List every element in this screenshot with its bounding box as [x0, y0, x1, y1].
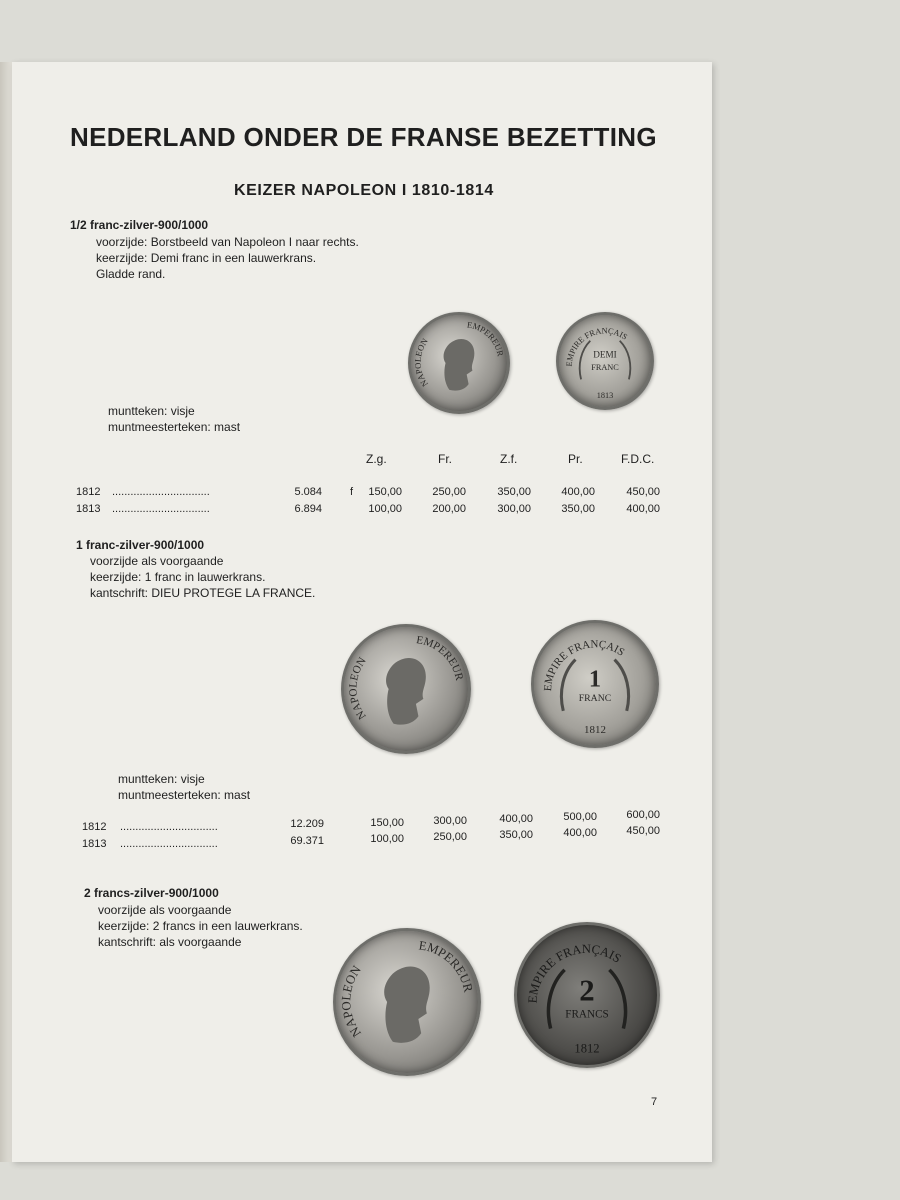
- row-price-zg: 100,00: [368, 503, 402, 515]
- coin-legend-top: EMPIRE FRANÇAIS: [564, 326, 629, 367]
- coin-value: DEMI: [593, 349, 617, 360]
- row-price-fdc: 450,00: [626, 825, 660, 837]
- row-price-pr: 500,00: [563, 811, 597, 823]
- row-price-fr: 250,00: [433, 831, 467, 843]
- description-line: Gladde rand.: [96, 267, 166, 281]
- section-title-one-franc: 1 franc-zilver-900/1000: [76, 538, 205, 552]
- napoleon-portrait-icon: [336, 931, 478, 1073]
- coin-legend-top: EMPIRE FRANÇAIS: [541, 638, 627, 692]
- mintmaster-mark: muntmeesterteken: mast: [108, 420, 241, 434]
- row-price-pr: 400,00: [561, 486, 595, 498]
- coin-legend-top: EMPIRE FRANÇAIS: [525, 941, 624, 1004]
- section-marks-one-franc: [118, 771, 250, 803]
- row-year: 1812: [82, 821, 107, 833]
- description-line: voorzijde als voorgaande: [90, 554, 224, 568]
- row-price-pr: 400,00: [563, 827, 597, 839]
- row-year: 1813: [82, 838, 107, 850]
- column-header-fr: Fr.: [438, 452, 452, 466]
- mint-mark: muntteken: visje: [118, 772, 205, 786]
- coin-year: 1812: [574, 1041, 600, 1056]
- napoleon-portrait-icon: [411, 315, 507, 411]
- row-mintage: 12.209: [290, 818, 324, 830]
- svg-text:NAPOLEON: [339, 963, 364, 1040]
- coin-year: 1812: [584, 723, 606, 736]
- coin-legend-right: EMPEREUR: [415, 634, 466, 682]
- row-mintage: 5.084: [294, 486, 322, 498]
- description-line: voorzijde als voorgaande: [98, 903, 232, 917]
- svg-text:EMPIRE FRANÇAIS: [565, 326, 629, 366]
- coin-unit: FRANC: [591, 363, 619, 373]
- row-price-fdc: 600,00: [626, 809, 660, 821]
- napoleon-portrait-icon: [344, 627, 468, 751]
- coin-legend-right: EMPEREUR: [417, 938, 476, 994]
- row-price-fdc: 400,00: [626, 503, 660, 515]
- coin-legend-left: NAPOLEON: [339, 963, 364, 1040]
- row-price-zf: 350,00: [497, 486, 531, 498]
- description-line: voorzijde: Borstbeeld van Napoleon I naar rechts.: [96, 235, 359, 249]
- row-year: 1812: [76, 486, 101, 498]
- coin-two-francs-obverse: [333, 928, 481, 1076]
- coin-year: 1813: [596, 390, 614, 400]
- column-header-pr: Pr.: [568, 452, 583, 466]
- description-line: keerzijde: 2 francs in een lauwerkrans.: [98, 919, 303, 933]
- page-heading: NEDERLAND ONDER DE FRANSE BEZETTING: [70, 122, 657, 152]
- coin-value: 2: [579, 973, 595, 1008]
- description-line: kantschrift: als voorgaande: [98, 935, 242, 949]
- row-dots: ................................: [112, 503, 210, 515]
- svg-text:NAPOLEON: [413, 336, 431, 389]
- coin-one-franc-reverse: [531, 620, 659, 748]
- coin-unit: FRANCS: [565, 1008, 609, 1021]
- section-marks-half-franc: [108, 403, 240, 435]
- row-currency: f: [350, 486, 354, 498]
- coin-one-franc-obverse: [341, 624, 471, 754]
- row-dots: ................................: [120, 821, 218, 833]
- row-year: 1813: [76, 503, 101, 515]
- row-price-fdc: 450,00: [626, 486, 660, 498]
- coin-legend-left: NAPOLEON: [347, 655, 369, 722]
- row-price-zf: 300,00: [497, 503, 531, 515]
- section-description-two-francs: [98, 902, 303, 950]
- row-dots: ................................: [120, 838, 218, 850]
- coin-legend-right: EMPEREUR: [466, 319, 506, 358]
- svg-text:EMPIRE FRANÇAIS: [542, 638, 627, 691]
- mint-mark: muntteken: visje: [108, 404, 195, 418]
- coin-half-franc-obverse: [408, 312, 510, 414]
- description-line: keerzijde: 1 franc in lauwerkrans.: [90, 570, 266, 584]
- section-title-half-franc: 1/2 franc-zilver-900/1000: [70, 218, 209, 232]
- column-header-zf: Z.f.: [500, 452, 518, 466]
- coin-value: 1: [588, 665, 602, 693]
- section-description-one-franc: [90, 553, 315, 601]
- row-price-pr: 350,00: [561, 503, 595, 515]
- row-price-fr: 250,00: [432, 486, 466, 498]
- row-price-fr: 200,00: [432, 503, 466, 515]
- row-price-zf: 350,00: [499, 829, 533, 841]
- laurel-wreath-icon: [534, 623, 656, 745]
- coin-legend-left: NAPOLEON: [412, 336, 430, 389]
- row-price-zg: 100,00: [370, 833, 404, 845]
- row-dots: ................................: [112, 486, 210, 498]
- row-mintage: 69.371: [290, 835, 324, 847]
- description-line: kantschrift: DIEU PROTEGE LA FRANCE.: [90, 586, 316, 600]
- laurel-wreath-icon: [559, 315, 651, 407]
- page-subheading: KEIZER NAPOLEON I 1810-1814: [234, 182, 494, 199]
- coin-half-franc-reverse: [556, 312, 654, 410]
- row-price-zg: 150,00: [370, 817, 404, 829]
- svg-text:NAPOLEON: [347, 655, 368, 721]
- row-price-zf: 400,00: [499, 813, 533, 825]
- coin-two-francs-reverse: [514, 922, 660, 1068]
- section-description-half-franc: [96, 234, 359, 282]
- svg-text:EMPIRE FRANÇAIS: [525, 942, 623, 1004]
- section-title-two-francs: 2 francs-zilver-900/1000: [84, 886, 219, 900]
- laurel-wreath-icon: [517, 925, 657, 1065]
- coin-unit: FRANC: [578, 693, 612, 705]
- column-header-zg: Z.g.: [366, 452, 387, 466]
- mintmaster-mark: muntmeesterteken: mast: [118, 788, 251, 802]
- row-mintage: 6.894: [294, 503, 322, 515]
- description-line: keerzijde: Demi franc in een lauwerkrans.: [96, 251, 317, 265]
- row-price-fr: 300,00: [433, 815, 467, 827]
- row-price-zg: 150,00: [368, 486, 402, 498]
- page-number: 7: [651, 1096, 658, 1108]
- column-header-fdc: F.D.C.: [621, 452, 655, 466]
